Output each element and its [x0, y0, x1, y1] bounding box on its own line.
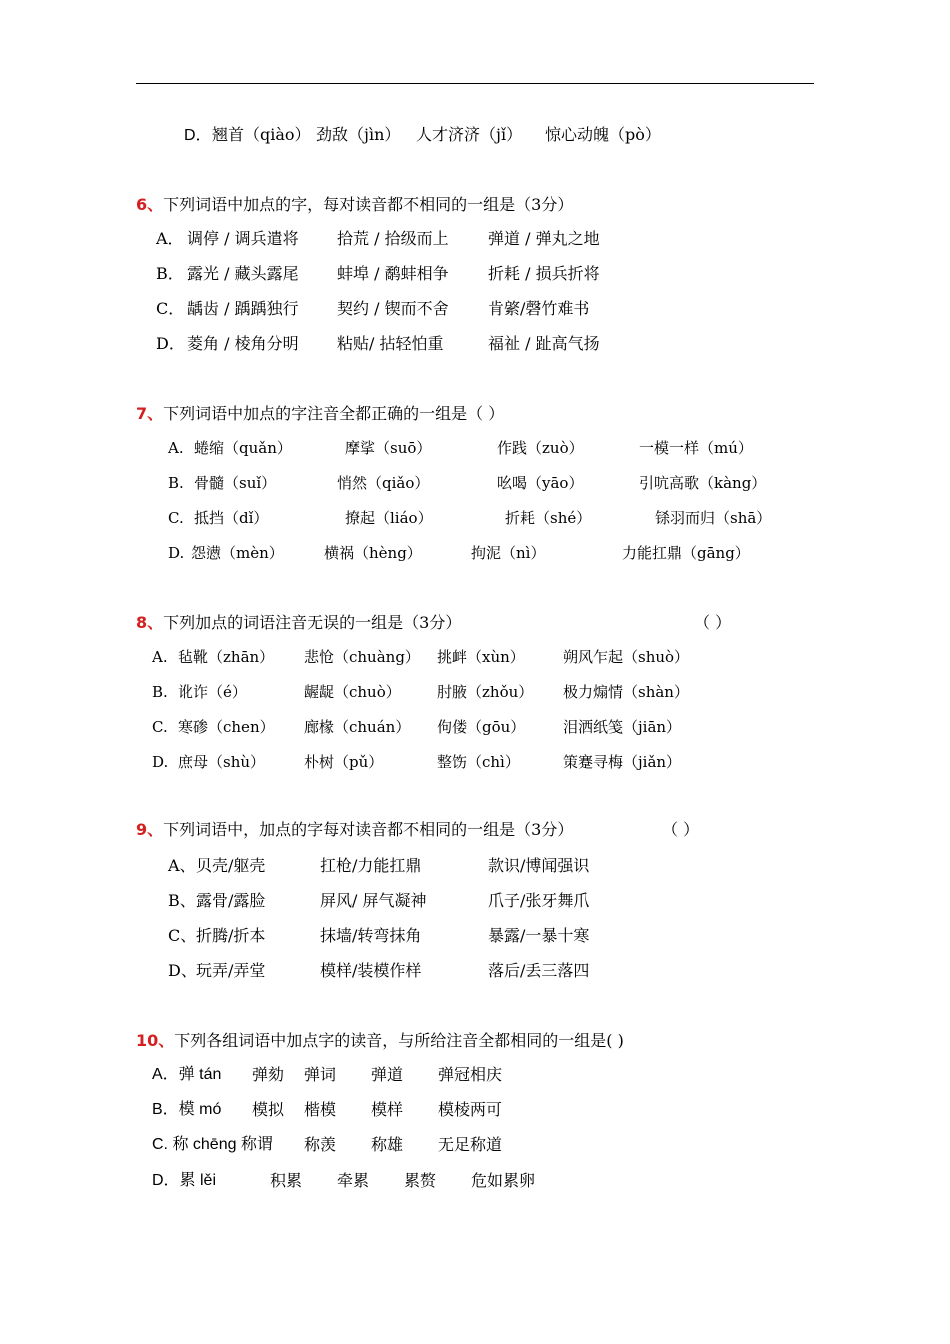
option-label: D．	[156, 334, 185, 353]
option-label: D.	[168, 544, 185, 562]
option-item: 露骨/露脸	[196, 891, 266, 910]
question-9	[136, 820, 573, 840]
option-item: 模拟	[252, 1100, 285, 1119]
option-item: 引吭高歌（kàng）	[639, 474, 767, 492]
option-item: 佝偻（gōu）	[437, 718, 526, 736]
option-item: 落后/丢三落四	[488, 961, 590, 980]
option-item: 悲怆（chuàng）	[304, 648, 420, 666]
option-item: 极力煽情（shàn）	[563, 683, 689, 701]
option-item: 称羡	[304, 1135, 337, 1154]
option-label: C.	[152, 718, 168, 736]
option-item: 劲敌（jìn）	[316, 125, 401, 144]
option-item: 人才济济（jǐ）	[416, 125, 523, 144]
option-item: 挑衅（xùn）	[437, 648, 525, 666]
option-item: 无足称道	[438, 1135, 503, 1154]
question-text: 下列词语中加点的字，每对读音都不相同的一组是（3分）	[163, 195, 574, 214]
option-item: 抹墙/转弯抹角	[320, 926, 422, 945]
option-item: 拘泥（nì）	[471, 544, 546, 562]
option-label: A．弹 tán	[152, 1066, 222, 1083]
option-label: A．	[156, 229, 184, 248]
option-item: 毡靴（zhān）	[178, 648, 275, 666]
option-item: 廊椽（chuán）	[304, 718, 411, 736]
option-label: D．累 lěi	[152, 1172, 217, 1189]
question-number: 7、	[136, 404, 164, 423]
option-item: 悄然（qiǎo）	[337, 474, 430, 492]
option-item: 撩起（liáo）	[345, 509, 433, 527]
option-item: 肯綮/磬竹难书	[488, 299, 590, 318]
option-item: 楷模	[304, 1100, 337, 1119]
option-item: 力能扛鼎（gāng）	[622, 544, 750, 562]
option-item: 摩挲（suō）	[345, 439, 432, 457]
option-item: 调停 / 调兵遣将	[187, 229, 299, 248]
option-item: 贝壳/躯壳	[196, 856, 266, 875]
question-number: 10、	[136, 1031, 175, 1050]
question-text: 下列词语中加点的字注音全都正确的一组是（ ）	[163, 404, 505, 423]
option-item: 惊心动魄（pò）	[545, 125, 661, 144]
option-item: 折耗 / 损兵折将	[488, 264, 600, 283]
option-item: 折耗（shé）	[505, 509, 592, 527]
option-item: 龌龊（chuò）	[304, 683, 401, 701]
option-label: B.	[152, 683, 168, 701]
option-label: C. 称 chēng 称谓	[152, 1136, 273, 1153]
option-d-prev	[184, 125, 212, 146]
question-10	[136, 1031, 624, 1051]
answer-paren: （ ）	[662, 820, 700, 839]
option-label: D、	[168, 961, 197, 980]
option-item: 弹道	[371, 1065, 404, 1084]
option-item: 玩弄/弄堂	[196, 961, 266, 980]
option-item: 蚌埠 / 鹬蚌相争	[337, 264, 449, 283]
option-item: 菱角 / 棱角分明	[187, 334, 299, 353]
option-item: 款识/博闻强识	[488, 856, 590, 875]
option-label: A.	[168, 439, 184, 457]
option-item: 拾荒 / 拾级而上	[337, 229, 449, 248]
option-label: A、	[168, 856, 196, 875]
option-item: 朴树（pǔ）	[304, 753, 384, 771]
question-8	[136, 613, 461, 633]
option-item: 讹诈（é）	[178, 683, 247, 701]
option-item: 扛枪/力能扛鼎	[320, 856, 422, 875]
option-item: 折腾/折本	[196, 926, 266, 945]
option-label: B．	[156, 264, 184, 283]
option-item: 一模一样（mú）	[639, 439, 753, 457]
question-text: 下列加点的词语注音无误的一组是（3分）	[163, 613, 462, 632]
option-label: B.	[168, 474, 184, 492]
option-item: 泪洒纸笺（jiān）	[563, 718, 682, 736]
option-item: 积累	[270, 1171, 303, 1190]
option-item: 弹词	[304, 1065, 337, 1084]
option-item: 露光 / 藏头露尾	[187, 264, 299, 283]
option-label: B．模 mó	[152, 1101, 222, 1118]
option-item: 横祸（hèng）	[324, 544, 422, 562]
question-number: 8、	[136, 613, 164, 632]
option-item: 骨髓（suǐ）	[194, 474, 277, 492]
question-number: 9、	[136, 820, 164, 839]
option-item: 肘腋（zhǒu）	[437, 683, 534, 701]
option-item: 牵累	[337, 1171, 370, 1190]
option-label: D.	[152, 753, 169, 771]
option-item: 龋齿 / 踽踽独行	[187, 299, 299, 318]
question-text: 下列词语中，加点的字每对读音都不相同的一组是（3分）	[163, 820, 574, 839]
option-item: 粘贴/ 拈轻怕重	[337, 334, 444, 353]
option-label: B、	[168, 891, 196, 910]
option-item: 模样	[371, 1100, 404, 1119]
option-item: 庶母（shù）	[178, 753, 266, 771]
option-item: 爪子/张牙舞爪	[488, 891, 590, 910]
option-label: C．	[156, 299, 185, 318]
option-item: 弹冠相庆	[438, 1065, 503, 1084]
question-6	[136, 195, 573, 215]
answer-paren: （ ）	[694, 613, 732, 632]
option-item: 模样/装模作样	[320, 961, 422, 980]
option-label: D．	[184, 127, 212, 144]
option-item: 吆喝（yāo）	[497, 474, 584, 492]
question-number: 6、	[136, 195, 164, 214]
option-item: 寒碜（chen）	[178, 718, 275, 736]
option-item: 契约 / 锲而不舍	[337, 299, 449, 318]
option-item: 弹劾	[252, 1065, 285, 1084]
option-item: 策蹇寻梅（jiǎn）	[563, 753, 682, 771]
option-item: 朔风乍起（shuò）	[563, 648, 690, 666]
question-text: 下列各组词语中加点字的读音，与所给注音全都相同的一组是( )	[174, 1031, 624, 1050]
option-label: C.	[168, 509, 184, 527]
option-item: 暴露/一暴十寒	[488, 926, 590, 945]
option-item: 累赘	[404, 1171, 437, 1190]
option-item: 模棱两可	[438, 1100, 503, 1119]
option-item: 铩羽而归（shā）	[655, 509, 772, 527]
option-item: 福祉 / 趾高气扬	[488, 334, 600, 353]
option-item: 整饬（chì）	[437, 753, 520, 771]
option-item: 翘首（qiào）	[212, 125, 311, 144]
option-item: 怨懑（mèn）	[191, 544, 284, 562]
question-7	[136, 404, 504, 424]
option-item: 屏风/ 屏气凝神	[320, 891, 427, 910]
header-rule	[136, 83, 814, 84]
option-item: 蜷缩（quǎn）	[194, 439, 292, 457]
option-item: 作践（zuò）	[497, 439, 584, 457]
option-label: A.	[152, 648, 168, 666]
option-label: C、	[168, 926, 197, 945]
option-item: 弹道 / 弹丸之地	[488, 229, 600, 248]
option-item: 危如累卵	[471, 1171, 536, 1190]
option-item: 抵挡（dǐ）	[194, 509, 269, 527]
option-item: 称雄	[371, 1135, 404, 1154]
